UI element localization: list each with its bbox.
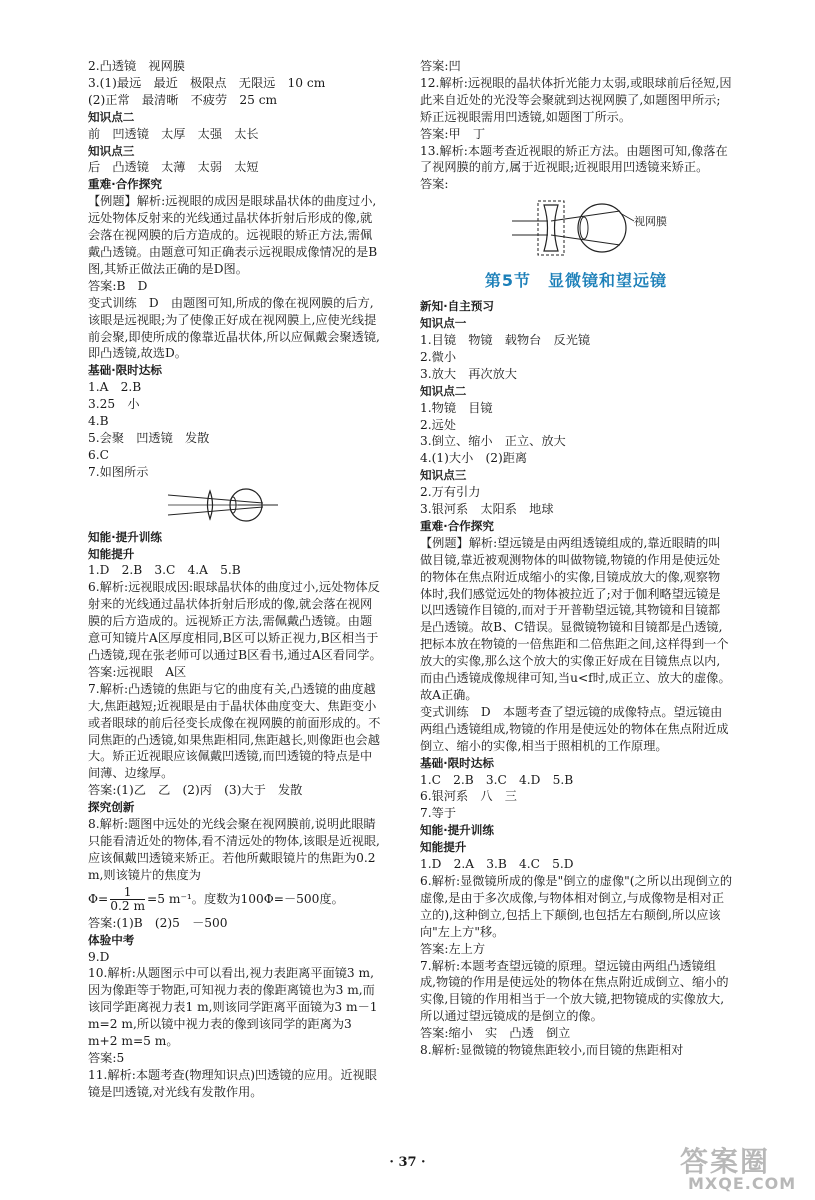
text-line: 7.如图所示 — [88, 464, 149, 479]
text-line: 1.C 2.B 3.C 4.D 5.B — [420, 772, 574, 787]
section-heading: 知能提升 — [420, 840, 467, 855]
section-heading: 知识点一 — [420, 316, 467, 331]
text-line: 前 凹透镜 太厚 太强 太长 — [88, 126, 259, 141]
text-line: (2)正常 最清晰 不疲劳 25 cm — [88, 92, 278, 107]
fraction — [110, 886, 145, 913]
paragraph: 【例题】解析:远视眼的成因是眼球晶状体的曲度过小,远处物体反射来的光线通过晶状体折射后形成的像,就会落在视网膜的后方造成的。远视眼的矫正方法,需佩戴凸透镜。由题意可知正确表示远视眼成像情况的是B图,其矫正做法正确的是D图。 — [88, 194, 378, 276]
paragraph: 8.解析:题图中远处的光线会聚在视网膜前,说明此眼睛只能看清近处的物体,看不清远处的物体,该眼是近视眼,应该佩戴凹透镜来矫正。若他所戴眼镜片的焦距为0.2 m,则该镜片的焦度为 — [88, 817, 380, 882]
text-line: 3.(1)最远 最近 极限点 无限远 10 cm — [88, 75, 326, 90]
section-heading: 重难·合作探究 — [420, 518, 494, 533]
paragraph: 变式训练 D 本题考查了望远镜的成像特点。望远镜由两组凸透镜组成,物镜的作用是使远处的物体在焦点附近成倒立、缩小的实像,相当于照相机的工作原理。 — [420, 704, 729, 753]
formula-suffix: =5 m⁻¹ — [147, 891, 192, 906]
paragraph: 12.解析:远视眼的晶状体折光能力太弱,或眼球前后径短,因此来自近处的光没等会聚就到达视网膜了,如题图甲所示;矫正远视眼需用凹透镜,如题图丁所示。 — [420, 75, 732, 124]
section-heading: 知识点二 — [88, 109, 135, 124]
formula-prefix: Φ= — [88, 891, 109, 906]
paragraph: 13.解析:本题考查近视眼的矫正方法。由题图可知,像落在了视网膜的前方,属于近视眼;近视眼用凹透镜来矫正。 — [420, 143, 728, 175]
lens-eye-figure — [88, 481, 384, 529]
text-line: 5.会聚 凹透镜 发散 — [88, 430, 210, 445]
answer-line: 答案:(1)乙 乙 (2)丙 (3)大于 发散 — [88, 783, 303, 798]
left-column — [88, 58, 384, 1101]
section-heading: 重难·合作探究 — [88, 177, 162, 192]
chapter-title: 第5节 显微镜和望远镜 — [484, 271, 668, 291]
answer-line: 答案:缩小 实 凸透 倒立 — [420, 1026, 571, 1041]
page-number: · 37 · — [389, 1155, 426, 1170]
section-heading: 知能提升 — [88, 546, 135, 561]
text-line: 2.远处 — [420, 417, 457, 432]
text-line: 4.(1)大小 (2)距离 — [420, 451, 528, 466]
paragraph: 8.解析:显微镜的物镜焦距较小,而目镜的焦距相对 — [420, 1043, 684, 1058]
answer-line: 答案:甲 丁 — [420, 126, 486, 141]
paragraph: 6.解析:远视眼成因:眼球晶状体的曲度过小,远处物体反射来的光线通过晶状体折射后形成的像,就会落在视网膜的后方造成的。远视矫正方法,需佩戴凸透镜。由题意可知镜片A区厚度相同,B区可以矫正视力,B区相当于凸透镜,现在张老师可以通过B区看书,通过A区看同学。 — [88, 580, 382, 662]
answer-line: 答案:远视眼 A区 — [88, 664, 187, 679]
answer-line: 答案: — [420, 177, 449, 192]
answer-line: 答案:左上方 — [420, 941, 486, 956]
paragraph: 10.解析:从题图示中可以看出,视力表距离平面镜3 m,因为像距等于物距,可知视力表的像距离镜也为3 m,而该同学距离视力表1 m,则该同学距离平面镜为3 m－1 m=2 m,所以镜中视力表的像到该同学的距离为3 m+2 m=5 m。 — [88, 966, 378, 1049]
paragraph: 11.解析:本题考查(物理知识点)凹透镜的应用。近视眼镜是凹透镜,对光线有发散作用。 — [88, 1067, 377, 1099]
formula-line — [88, 886, 384, 913]
text-line: 3.倒立、缩小 正立、放大 — [420, 434, 566, 449]
paragraph: 6.解析:显微镜所成的像是"倒立的虚像"(之所以出现倒立的虚像,是由于多次成像,与物体相对倒立,与成像物是相对正立的),这种倒立,包括上下颠倒,也包括左右颠倒,所以应该向"左上方"移。 — [420, 873, 733, 939]
section-heading: 知识点三 — [420, 468, 467, 483]
section-heading: 探究创新 — [88, 800, 135, 815]
fraction-numerator: 1 — [110, 886, 145, 900]
text-line: 6.银河系 八 三 — [420, 789, 517, 804]
site-watermark — [670, 1140, 810, 1200]
text-line: 3.25 小 — [88, 397, 140, 412]
paragraph: 7.解析:凸透镜的焦距与它的曲度有关,凸透镜的曲度越大,焦距越短;近视眼是由于晶状体曲度变大、焦距变小或者眼球的前后径变长成像在视网膜的前面形成的。不同焦距的凸透镜,如果焦距相同,焦距越长,则像距也会越大。矫正近视眼应该佩戴凹透镜,而凹透镜的特点是中间薄、边缘厚。 — [88, 681, 381, 781]
text-line: 1.目镜 物镜 载物台 反光镜 — [420, 332, 591, 347]
section-heading: 知识点三 — [88, 143, 135, 158]
paragraph: 【例题】解析:望远镜是由两组透镜组成的,靠近眼睛的叫做目镜,靠近被观测物体的叫做物镜,物镜的作用是使远处的物体在焦点附近成缩小的实像,目镜成放大的像,观察物体时,我们感觉远处的物体被拉近了;对于伽利略望远镜是以凹透镜作目镜的,而对于开普勒望远镜,其物镜和目镜都是凸透镜。故B、C错误。显微镜物镜和目镜都是凸透镜,把标本放在物镜的一倍焦距和二倍焦距之间,这样得到一个放大的实像,那么这个放大的实像正好成在目镜焦点以内,而由凸透镜成像规律可知,当u<f时,成正立、放大的虚像。故A正确。 — [420, 535, 731, 702]
text-line: 1.D 2.B 3.C 4.A 5.B — [88, 563, 241, 578]
paragraph: 7.解析:本题考查望远镜的原理。望远镜由两组凸透镜组成,物镜的作用是使远处的物体在焦点附近成倒立、缩小的实像,目镜的作用相当于一个放大镜,把物镜成的实像放大,所以通过望远镜成的是倒立的像。 — [420, 958, 729, 1024]
text-line: 2.万有引力 — [420, 485, 481, 500]
text-line: 2.微小 — [420, 349, 457, 364]
section-heading: 知识点二 — [420, 383, 467, 398]
text-line: 1.D 2.A 3.B 4.C 5.D — [420, 857, 574, 872]
right-column — [420, 58, 732, 1059]
section-heading: 新知·自主预习 — [420, 299, 494, 314]
text-line: 3.放大 再次放大 — [420, 366, 517, 381]
section-heading: 基础·限时达标 — [420, 755, 494, 770]
answer-line: 答案:凹 — [420, 59, 461, 73]
answer-line: 答案:5 — [88, 1050, 125, 1065]
text-line: 后 凸透镜 太薄 太弱 太短 — [88, 160, 259, 175]
answer-line: 答案:(1)B (2)5 －500 — [88, 915, 228, 930]
formula-tail: 。度数为100Φ=－500度。 — [191, 891, 344, 906]
watermark-url: MXQE.COM — [688, 1174, 797, 1193]
text-line: 7.等于 — [420, 806, 457, 821]
section-heading: 基础·限时达标 — [88, 363, 162, 378]
watermark-logo-text: 答案圈 — [680, 1145, 771, 1178]
farsighted-correction-diagram — [88, 481, 384, 529]
text-line: 4.B — [88, 414, 109, 429]
concave-lens-eye-diagram — [420, 193, 732, 263]
text-line: 1.物镜 目镜 — [420, 400, 493, 415]
text-line: 3.银河系 太阳系 地球 — [420, 502, 554, 517]
fraction-denominator: 0.2 m — [110, 898, 146, 913]
text-line: 6.C — [88, 447, 109, 462]
retina-label: 视网膜 — [634, 215, 667, 229]
section-heading: 体验中考 — [88, 932, 135, 947]
text-line: 9.D — [88, 949, 110, 964]
myopia-correction-figure — [420, 193, 732, 263]
section-heading: 知能·提升训练 — [88, 529, 162, 544]
paragraph: 变式训练 D 由题图可知,所成的像在视网膜的后方,该眼是远视眼;为了使像正好成在视网膜上,应使光线提前会聚,即使所成的像靠近晶状体,所以应佩戴会聚透镜,即凸透镜,故选D。 — [88, 295, 380, 361]
answer-line: 答案:B D — [88, 278, 148, 293]
section-heading: 知能·提升训练 — [420, 823, 494, 838]
text-line: 2.凸透镜 视网膜 — [88, 59, 185, 73]
text-line: 1.A 2.B — [88, 380, 142, 395]
